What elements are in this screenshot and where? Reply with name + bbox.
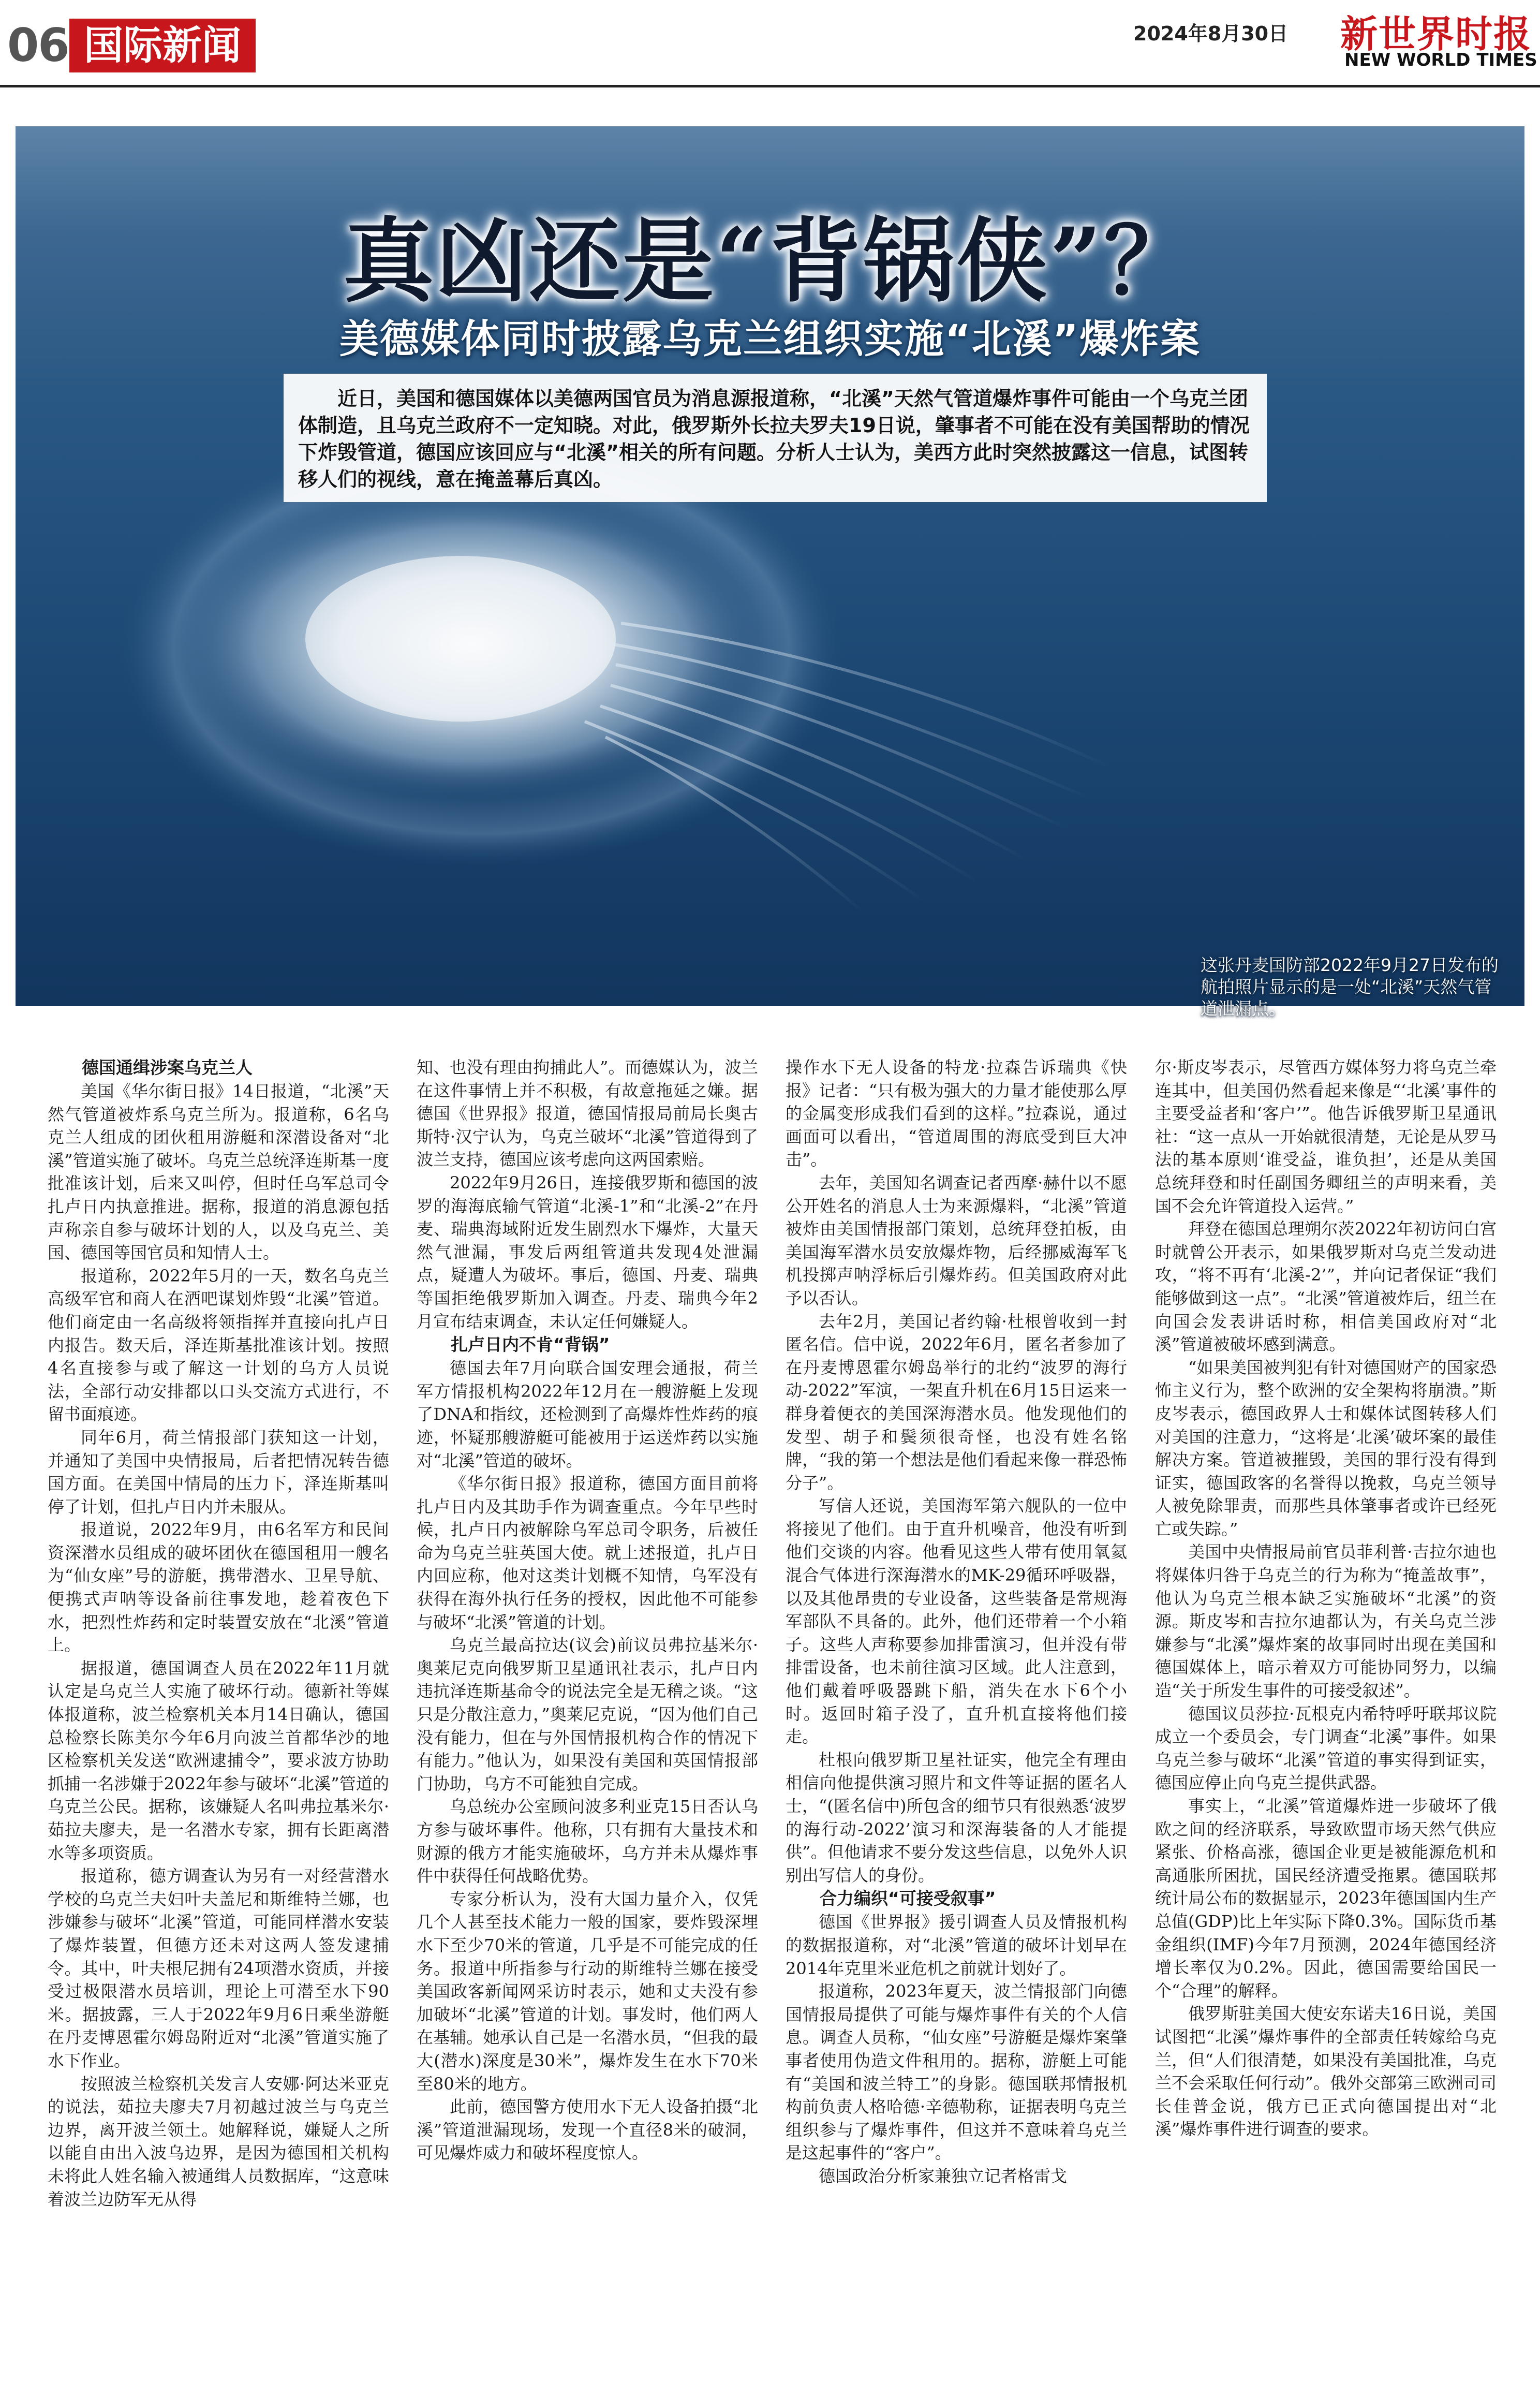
body-paragraph: 写信人还说，美国海军第六舰队的一位中将接见了他们。由于直升机噪音，他没有听到他们交谈的内容。他看见这些人带有使用氧氦混合气体进行深海潜水的MK-29循环呼吸器，以及其他昂贵的专业设备，这些装备是常规海军部队不具备的。此外，他们还带着一个小箱子。这些人声称要参加排雷演习，但并没有带排雷设备，也未前往演习区域。此人注意到，他们戴着呼吸器跳下船，消失在水下6个小时。返回时箱子没了，直升机直接将他们接走。 [786, 1496, 1127, 1747]
issue-date: 2024年8月30日 [1133, 22, 1289, 45]
body-paragraph: 报道称，2022年5月的一天，数名乌克兰高级军官和商人在酒吧谋划炸毁“北溪”管道。他们商定由一名高级将领指挥并直接向扎卢日内报告。数天后，泽连斯基批准该计划。按照4名直接参与或了解这一计划的乌方人员说法，全部行动安排都以口头交流方式进行，不留书面痕迹。 [48, 1266, 389, 1424]
body-paragraph: 据报道，德国调查人员在2022年11月就认定是乌克兰人实施了破坏行动。德新社等媒体报道称，波兰检察机关本月14日确认，德国总检察长陈美尔今年6月向波兰首都华沙的地区检察机关发送“欧洲逮捕令”，要求波方协助抓捕一名涉嫌于2022年参与破坏“北溪”管道的乌克兰公民。据称，该嫌疑人名叫弗拉基米尔·茹拉夫廖夫，是一名潜水专家，拥有长距离潜水等多项资质。 [48, 1658, 389, 1863]
section-label: 国际新闻 [69, 19, 256, 72]
section-heading: 扎卢日内不肯“背锅” [451, 1334, 610, 1355]
section-heading: 德国通缉涉案乌克兰人 [82, 1057, 253, 1078]
body-paragraph: 此前，德国警方使用水下无人设备拍摄“北溪”管道泄漏现场，发现一个直径8米的破洞，可见爆炸威力和破坏程度惊人。 [417, 2097, 758, 2163]
body-paragraph: 德国政治分析家兼独立记者格雷戈 [819, 2166, 1068, 2186]
body-paragraph: 知、也没有理由拘捕此人”。而德媒认为，波兰在这件事情上并不积极，有故意拖延之嫌。据德国《世界报》报道，德国情报局前局长奥古斯特·汉宁认为，乌克兰破坏“北溪”管道得到了波兰支持，德国应该考虑向这两国索赔。 [417, 1057, 758, 1170]
section-heading: 合力编织“可接受叙事” [820, 1888, 996, 1909]
body-paragraph: 美国中央情报局前官员菲利普·吉拉尔迪也将媒体归咎于乌克兰的行为称为“掩盖故事”，他认为乌克兰根本缺乏实施破坏“北溪”的资源。斯皮岑和吉拉尔迪都认为，有关乌克兰涉嫌参与“北溪”爆炸案的故事同时出现在美国和德国媒体上，暗示着双方可能协同努力，以编造“关于所发生事件的可接受叙述”。 [1155, 1542, 1497, 1701]
body-paragraph: 同年6月，荷兰情报部门获知这一计划，并通知了美国中央情报局，后者把情况转告德国方面。在美国中情局的压力下，泽连斯基叫停了计划，但扎卢日内并未服从。 [48, 1427, 389, 1517]
page-number: 06 [7, 19, 69, 72]
article-column-1 [48, 1056, 389, 2365]
body-paragraph: “如果美国被判犯有针对德国财产的国家恐怖主义行为，整个欧洲的安全架构将崩溃。”斯皮岑表示，德国政界人士和媒体试图转移人们对美国的注意力，“这将是‘北溪’破坏案的最佳解决方案。管道被摧毁，美国的罪行没有得到证实，德国政客的名誉得以挽救，乌克兰领导人被免除罪责，而那些具体肇事者或许已经死亡或失踪。” [1155, 1357, 1497, 1539]
article-column-4 [1155, 1056, 1497, 2365]
body-paragraph: 俄罗斯驻美国大使安东诺夫16日说，美国试图把“北溪”爆炸事件的全部责任转嫁给乌克兰，但“人们很清楚，如果没有美国批准，乌克兰不会采取任何行动”。俄外交部第三欧洲司司长佳普金说，俄方已正式向德国提出对“北溪”爆炸事件进行调查的要求。 [1155, 2004, 1497, 2139]
masthead [0, 0, 1540, 93]
article-column-2 [417, 1056, 758, 2365]
body-paragraph: 拜登在德国总理朔尔茨2022年初访问白宫时就曾公开表示，如果俄罗斯对乌克兰发动进攻，“将不再有‘北溪-2’”，并向记者保证“我们能够做到这一点”。“北溪”管道被炸后，纽兰在向国会发表讲话时称，相信美国政府对“北溪”管道被破坏感到满意。 [1155, 1219, 1497, 1355]
body-paragraph: 《华尔街日报》报道称，德国方面目前将扎卢日内及其助手作为调查重点。今年早些时候，扎卢日内被解除乌军总司令职务，后被任命为乌克兰驻英国大使。就上述报道，扎卢日内回应称，他对这类计划概不知情，乌军没有获得在海外执行任务的授权，因此他不可能参与破坏“北溪”管道的计划。 [417, 1474, 758, 1632]
body-paragraph: 报道称，德方调查认为另有一对经营潜水学校的乌克兰夫妇叶夫盖尼和斯维特兰娜，也涉嫌参与破坏“北溪”管道，可能同样潜水安装了爆炸装置，但德方还未对这两人签发逮捕令。其中，叶夫根尼拥有24项潜水资质，并接受过极限潜水员培训，理论上可潜至水下90米。据披露，三人于2022年9月6日乘坐游艇在丹麦博恩霍尔姆岛附近对“北溪”管道实施了水下作业。 [48, 1866, 389, 2070]
article-column-3 [786, 1056, 1127, 2365]
photo-caption: 这张丹麦国防部2022年9月27日发布的航拍照片显示的是一处“北溪”天然气管道泄漏点。 [1201, 955, 1499, 1019]
article-body [48, 1056, 1497, 2365]
headline: 真凶还是“背锅侠”？ [343, 208, 1197, 315]
body-paragraph: 按照波兰检察机关发言人安娜·阿达米亚克的说法，茹拉夫廖夫7月初越过波兰与乌克兰边界，离开波兰领土。她解释说，嫌疑人之所以能自由出入波乌边界，是因为德国相关机构未将此人姓名输入被通缉人员数据库，“这意味着波兰边防军无从得 [48, 2074, 389, 2209]
hero-photo [16, 126, 1524, 1019]
masthead-rule [0, 85, 1540, 87]
body-paragraph: 专家分析认为，没有大国力量介入，仅凭几个人甚至技术能力一般的国家，要炸毁深埋水下至少70米的管道，几乎是不可能完成的任务。报道中所指参与行动的斯维特兰娜在接受美国政客新闻网采访时表示，她和丈夫没有参加破坏“北溪”管道的计划。事发时，他们两人在基辅。她承认自己是一名潜水员，“但我的最大(潜水)深度是30米”，爆炸发生在水下70米至80米的地方。 [417, 1889, 758, 2094]
body-paragraph: 德国去年7月向联合国安理会通报，荷兰军方情报机构2022年12月在一艘游艇上发现了DNA和指纹，还检测到了高爆炸性炸药的痕迹，怀疑那艘游艇可能被用于运送炸药以实施对“北溪”管道的破坏。 [417, 1358, 758, 1471]
body-paragraph: 2022年9月26日，连接俄罗斯和德国的波罗的海海底输气管道“北溪-1”和“北溪-2”在丹麦、瑞典海域附近发生剧烈水下爆炸，大量天然气泄漏，事发后两组管道共发现4处泄漏点，疑遭人为破坏。事后，德国、丹麦、瑞典等国拒绝俄罗斯加入调查。丹麦、瑞典今年2月宣布结束调查，未认定任何嫌疑人。 [417, 1172, 758, 1331]
body-paragraph: 尔·斯皮岑表示，尽管西方媒体努力将乌克兰牵连其中，但美国仍然看起来像是“‘北溪’事件的主要受益者和‘客户’”。他告诉俄罗斯卫星通讯社：“这一点从一开始就很清楚，无论是从罗马法的基本原则‘谁受益，谁负担’，还是从美国总统拜登和时任副国务卿纽兰的声明来看，美国不会允许管道投入运营。” [1155, 1057, 1497, 1216]
body-paragraph: 事实上，“北溪”管道爆炸进一步破坏了俄欧之间的经济联系，导致欧盟市场天然气供应紧张、价格高涨，德国企业更是被能源危机和高通胀所困扰，国民经济遭受拖累。德国联邦统计局公布的数据显示，2023年德国国内生产总值(GDP)比上年实际下降0.3%。国际货币基金组织(IMF)今年7月预测，2024年德国经济增长率仅为0.2%。因此，德国需要给国民一个“合理”的解释。 [1155, 1796, 1497, 2001]
body-paragraph: 乌克兰最高拉达(议会)前议员弗拉基米尔·奥莱尼克向俄罗斯卫星通讯社表示，扎卢日内违抗泽连斯基命令的说法完全是无稽之谈。“这只是分散注意力，”奥莱尼克说，“因为他们自己没有能力，但在与外国情报机构合作的情况下有能力。”他认为，如果没有美国和英国情报部门协助，乌方不可能独自完成。 [417, 1635, 758, 1794]
body-paragraph: 报道说，2022年9月，由6名军方和民间资深潜水员组成的破坏团伙在德国租用一艘名为“仙女座”号的游艇，携带潜水、卫星导航、便携式声呐等设备前往事发地，趁着夜色下水，把烈性炸药和定时装置安放在“北溪”管道上。 [48, 1520, 389, 1655]
body-paragraph: 报道称，2023年夏天，波兰情报部门向德国情报局提供了可能与爆炸事件有关的个人信息。调查人员称，“仙女座”号游艇是爆炸案肇事者使用伪造文件租用的。据称，游艇上可能有“美国和波兰特工”的身影。德国联邦情报机构前负责人格哈德·辛德勒称，证据表明乌克兰组织参与了爆炸事件，但这并不意味着乌克兰是这起事件的“客户”。 [786, 1981, 1127, 2163]
body-paragraph: 美国《华尔街日报》14日报道，“北溪”天然气管道被炸系乌克兰所为。报道称，6名乌克兰人组成的团伙租用游艇和深潜设备对“北溪”管道实施了破坏。乌克兰总统泽连斯基一度批准该计划，后来又叫停，但时任乌军总司令扎卢日内执意推进。据称，报道的消息源包括声称亲自参与破坏计划的人，以及乌克兰、美国、德国等国官员和知情人士。 [48, 1081, 389, 1263]
body-paragraph: 德国《世界报》援引调查人员及情报机构的数据报道称，对“北溪”管道的破坏计划早在2014年克里米亚危机之前就计划好了。 [786, 1912, 1127, 1978]
body-paragraph: 去年2月，美国记者约翰·杜根曾收到一封匿名信。信中说，2022年6月，匿名者参加了在丹麦博恩霍尔姆岛举行的北约“波罗的海行动-2022”军演，一架直升机在6月15日运来一群身着便衣的美国深海潜水员。他发现他们的发型、胡子和鬓须很奇怪，也没有姓名铭牌，“我的第一个想法是他们看起来像一群恐怖分子”。 [786, 1311, 1127, 1493]
body-paragraph: 操作水下无人设备的特龙·拉森告诉瑞典《快报》记者：“只有极为强大的力量才能使那么厚的金属变形成我们看到的这样。”拉森说，通过画面可以看出，“管道周围的海底受到巨大冲击”。 [786, 1057, 1127, 1170]
body-paragraph: 乌总统办公室顾问波多利亚克15日否认乌方参与破坏事件。他称，只有拥有大量技术和财源的俄方才能实施破坏，乌方并未从爆炸事件中获得任何战略优势。 [417, 1797, 758, 1886]
body-paragraph: 杜根向俄罗斯卫星社证实，他完全有理由相信向他提供演习照片和文件等证据的匿名人士，“(匿名信中)所包含的细节只有很熟悉‘波罗的海行动-2022’演习和深海装备的人才能提供”。但他请求不要分发这些信息，以免外人识别出写信人的身份。 [786, 1750, 1127, 1885]
body-paragraph: 去年，美国知名调查记者西摩·赫什以不愿公开姓名的消息人士为来源爆料，“北溪”管道被炸由美国情报部门策划，总统拜登拍板，由美国海军潜水员安放爆炸物，后经挪威海军飞机投掷声呐浮标后引爆炸药。但美国政府对此予以否认。 [786, 1172, 1127, 1308]
lede-paragraph: 近日，美国和德国媒体以美德两国官员为消息源报道称，“北溪”天然气管道爆炸事件可能由一个乌克兰团体制造，且乌克兰政府不一定知晓。对此，俄罗斯外长拉夫罗夫19日说，肇事者不可能在没有美国帮助的情况下炸毁管道，德国应该回应与“北溪”相关的所有问题。分析人士认为，美西方此时突然披露这一信息，试图转移人们的视线，意在掩盖幕后真凶。 [284, 374, 1267, 502]
subheadline: 美德媒体同时披露乌克兰组织实施“北溪”爆炸案 [339, 316, 1201, 362]
paper-name-english: NEW WORLD TIMES [1344, 50, 1537, 70]
body-paragraph: 德国议员莎拉·瓦根克内希特呼吁联邦议院成立一个委员会，专门调查“北溪”事件。如果乌克兰参与破坏“北溪”管道的事实得到证实，德国应停止向乌克兰提供武器。 [1155, 1703, 1497, 1793]
paper-logo: 新世界时报 [1340, 12, 1532, 56]
